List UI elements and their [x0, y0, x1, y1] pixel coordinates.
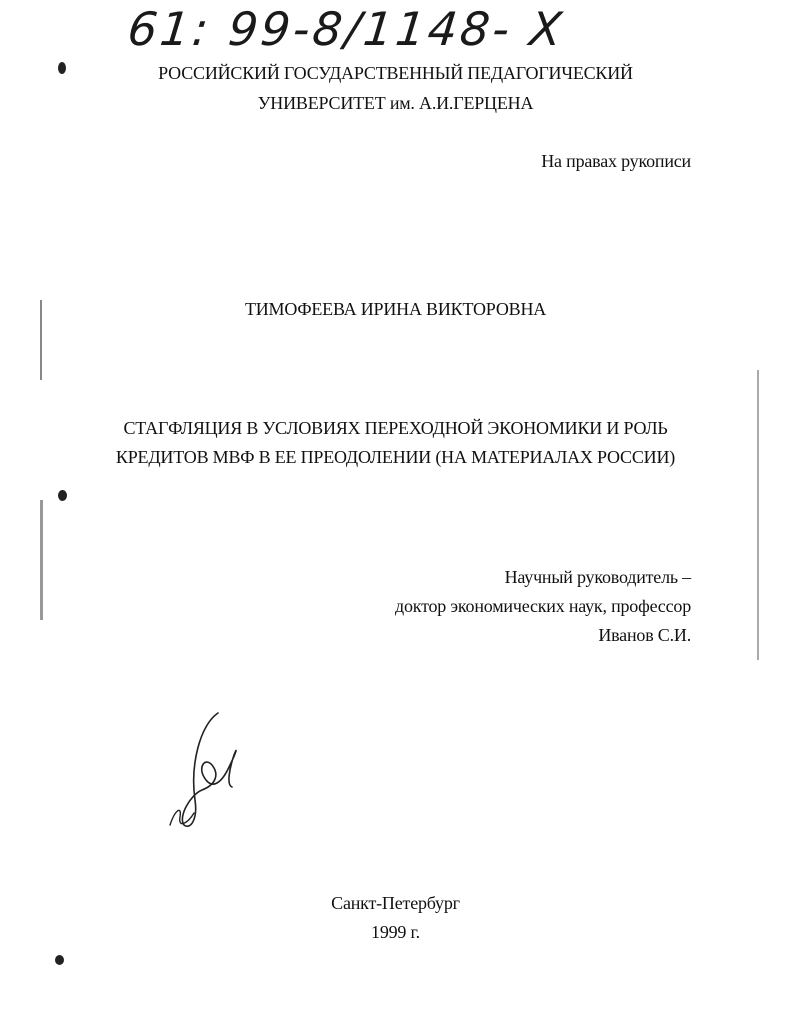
scan-dot: [55, 955, 64, 965]
institution-line-1: РОССИЙСКИЙ ГОСУДАРСТВЕННЫЙ ПЕДАГОГИЧЕСКИЙ: [158, 63, 633, 83]
institution-line-2: УНИВЕРСИТЕТ им. А.И.ГЕРЦЕНА: [257, 93, 534, 113]
handwritten-signature: [160, 705, 250, 845]
archive-code-handwritten: 61: 99-8/1148- Х: [125, 2, 568, 56]
thesis-title-line-1: СТАГФЛЯЦИЯ В УСЛОВИЯХ ПЕРЕХОДНОЙ ЭКОНОМИКИ И РОЛЬ: [123, 418, 668, 438]
supervisor-degree: доктор экономических наук, профессор: [395, 596, 691, 616]
scan-dot: [58, 490, 67, 501]
rights-note: На правах рукописи: [541, 151, 691, 171]
city: Санкт-Петербург: [331, 893, 460, 913]
scan-edge-line: [757, 370, 759, 660]
scan-edge-line: [40, 500, 43, 620]
author-name: ТИМОФЕЕВА ИРИНА ВИКТОРОВНА: [244, 299, 547, 319]
year: 1999 г.: [371, 922, 420, 942]
thesis-title-line-2: КРЕДИТОВ МВФ В ЕЕ ПРЕОДОЛЕНИИ (НА МАТЕРИАЛАХ РОССИИ): [115, 447, 676, 467]
supervisor-role: Научный руководитель –: [504, 567, 691, 587]
supervisor-name: Иванов С.И.: [598, 625, 691, 645]
